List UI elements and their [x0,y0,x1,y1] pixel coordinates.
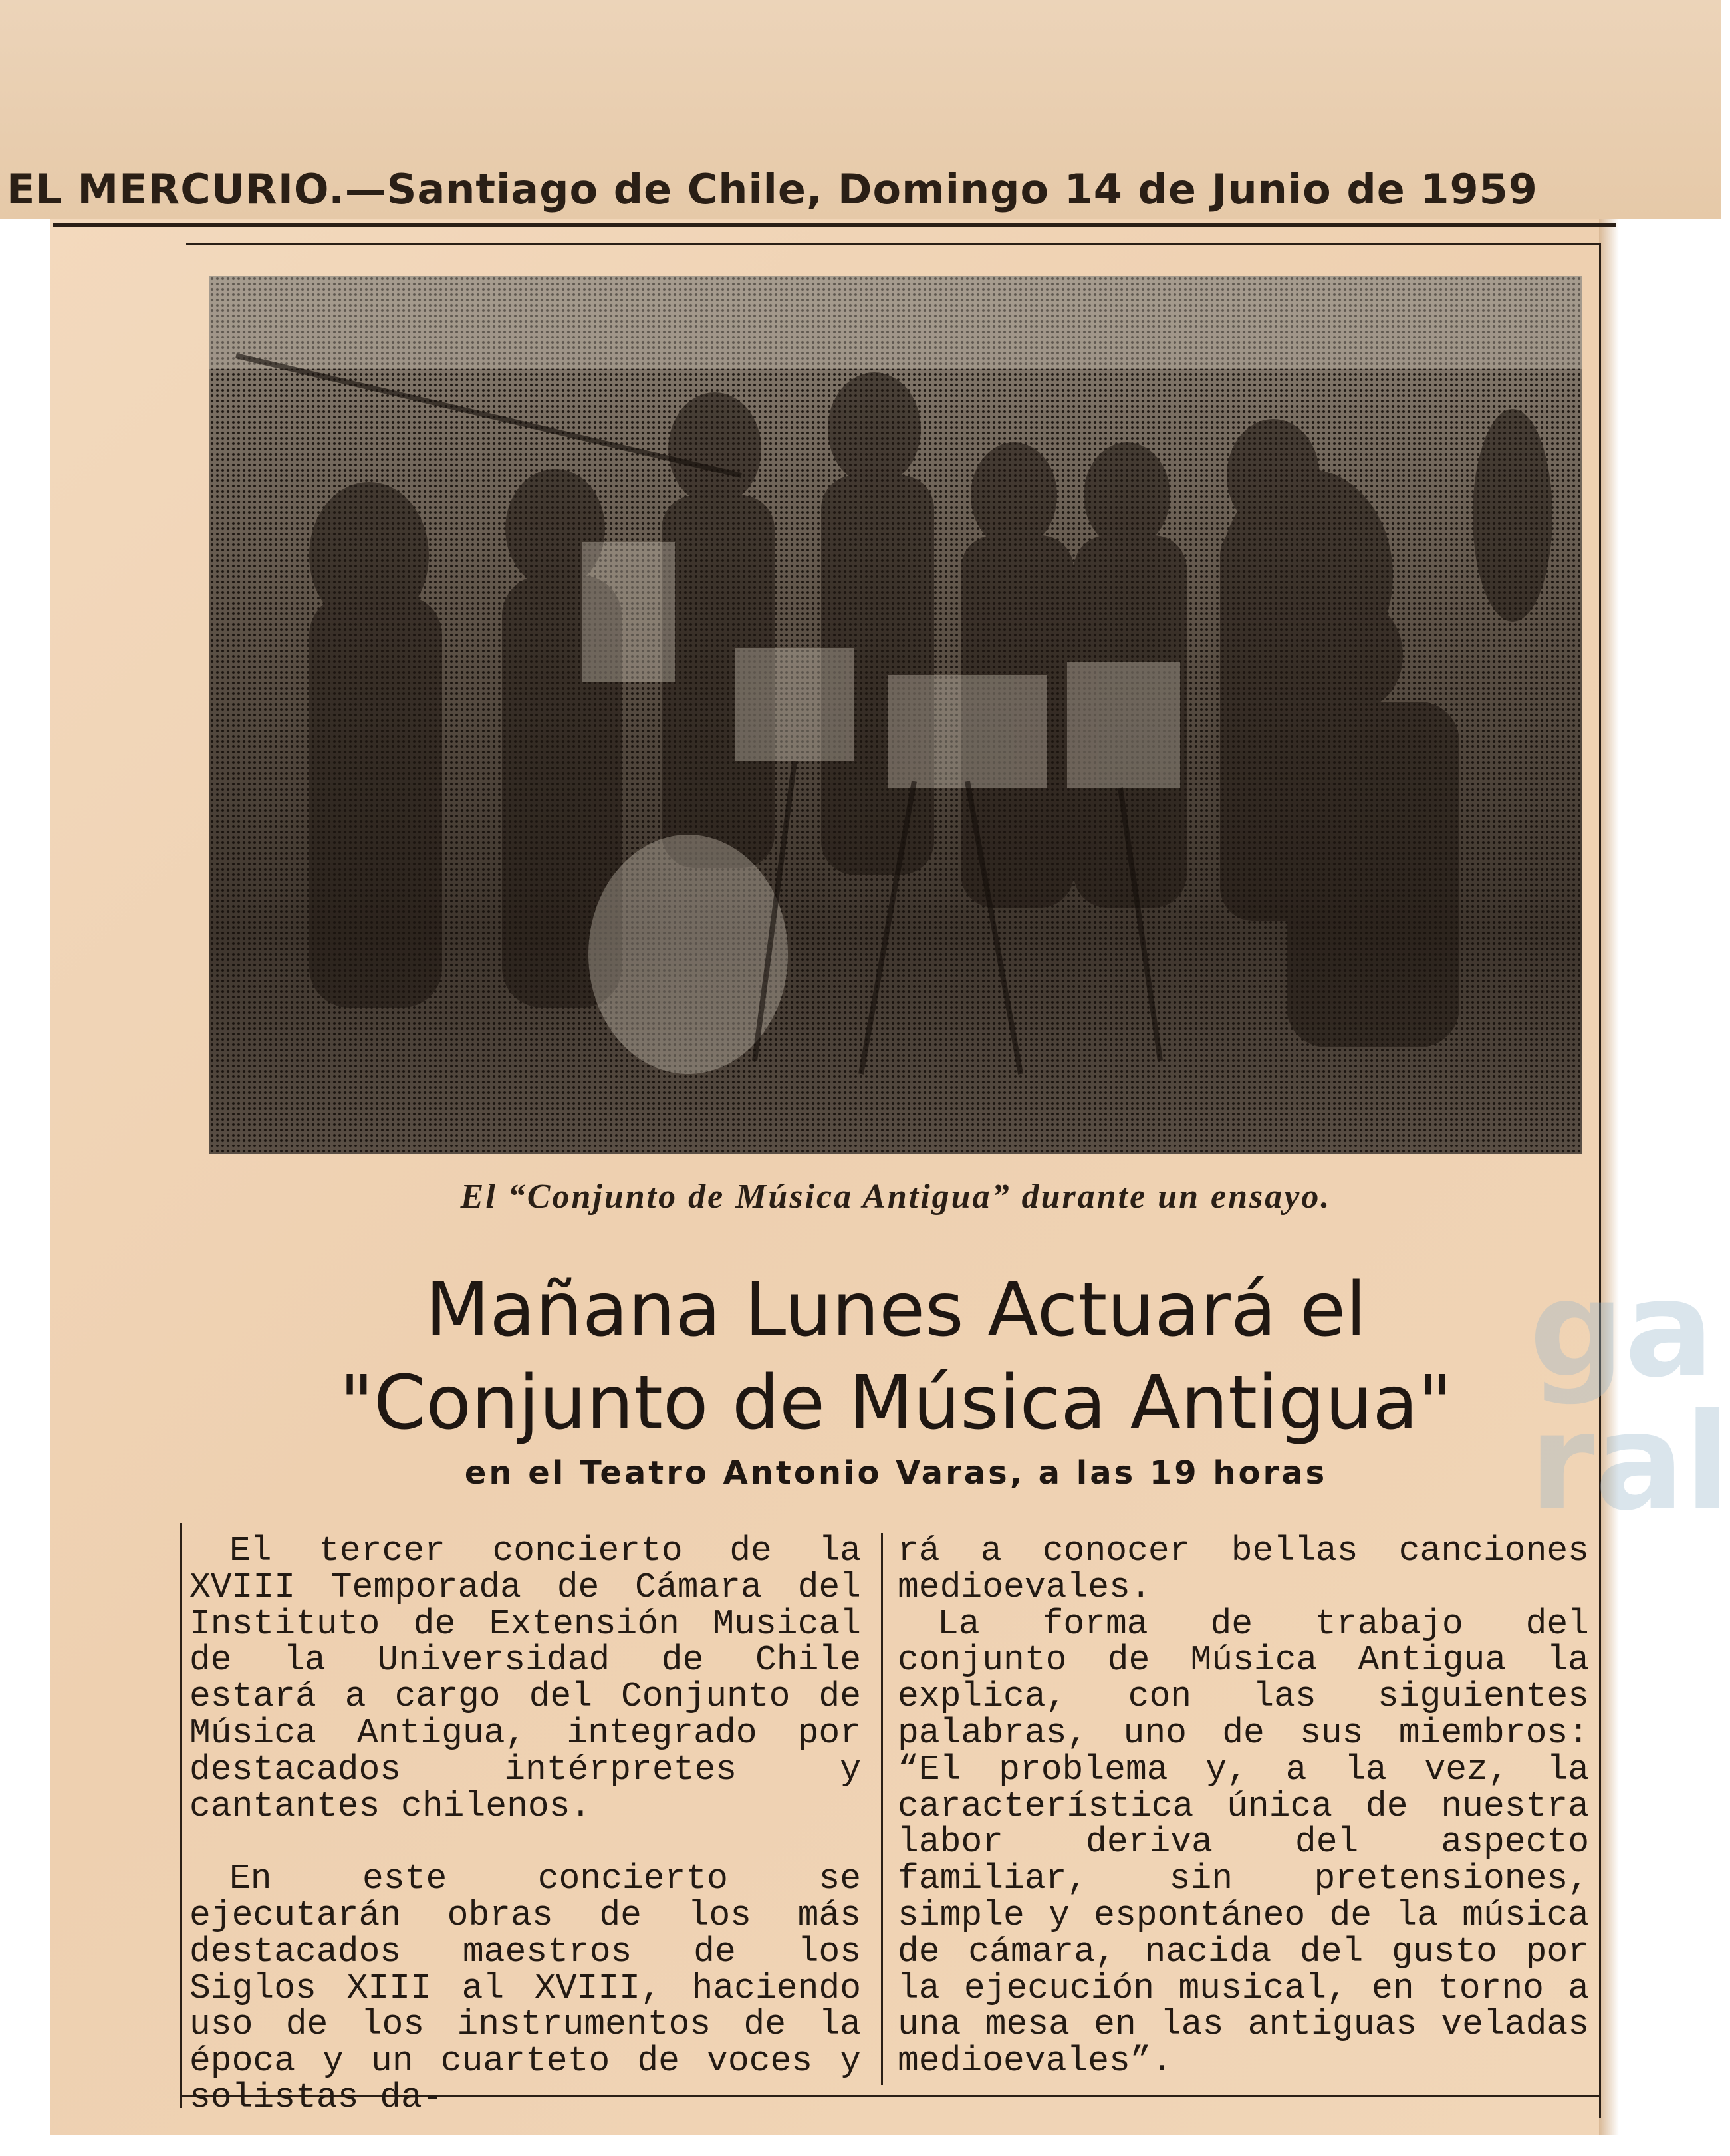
show-through-text: ga ral [1529,1252,1730,1540]
column-rule-left [180,1523,182,2108]
subheadline: en el Teatro Antonio Varas, a las 19 horas [464,1454,1328,1492]
article-paragraph: El tercer concierto de la XVIII Temporada de Cámara del Instituto de Extensión Musical de la Universidad de Chile estará a cargo del Conjunto de Música Antigua, integrado por destacados intérpretes y cantantes chilenos. [189,1531,861,1826]
article-column-right [898,1533,1589,2080]
column-divider [881,1533,883,2085]
newspaper-masthead: EL MERCURIO.—Santiago de Chile, Domingo 14 de Junio de 1959 [7,165,1538,213]
masthead-rule [53,223,1616,227]
clipping-torn-edge [1599,219,1619,2135]
rehearsal-photo-icon [209,276,1582,1154]
rehearsal-photo [209,276,1582,1154]
article-paragraph: La forma de trabajo del conjunto de Música Antigua la explica, con las siguientes palabras, uno de sus miembros: “El problema y, a la vez, la característica única de nuestra labor deriva del aspecto familiar, sin pretensiones, simple y espontáneo de la música de cámara, nacida del gusto por la ejecución musical, en torno a una mesa en las antiguas veladas medioevales”. [898,1603,1589,2082]
article-column-left [189,1533,861,2116]
photo-caption: El “Conjunto de Música Antigua” durante un ensayo. [460,1178,1332,1216]
headline-line-1: Mañana Lunes Actuará el [425,1267,1367,1353]
headline-line-2: "Conjunto de Música Antigua" [339,1360,1453,1446]
column-rule-right [1599,243,1601,2118]
article-paragraph: rá a conocer bellas canciones medioevales. [898,1531,1589,1607]
article-paragraph: En este concierto se ejecutarán obras de los más destacados maestros de los Siglos XIII al XVIII, haciendo uso de los instrumentos de la época y un cuarteto de voces y solistas da- [189,1859,861,2117]
masthead-rule-thin [186,243,1599,245]
